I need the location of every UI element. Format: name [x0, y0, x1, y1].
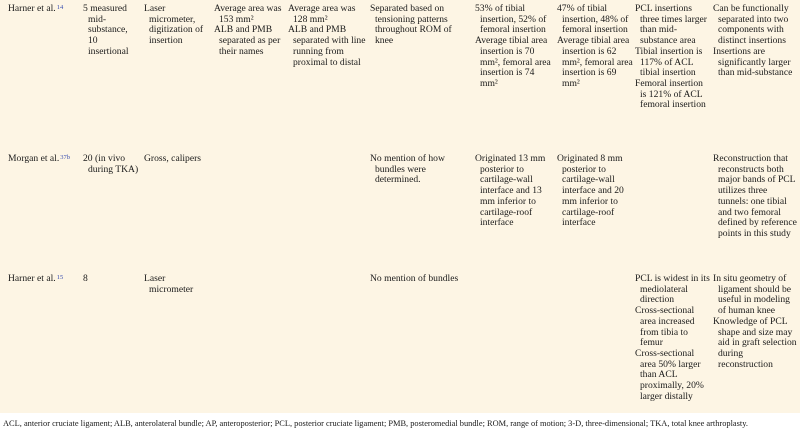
cell-paragraph: 8 [83, 273, 88, 284]
cell-paragraph: Cross-sectional area 50% larger than ACL proximally, 20% larger distally [635, 347, 704, 402]
cell-paragraph: No mention of how bundles were determined. [370, 153, 445, 186]
cell-size-findings [635, 274, 711, 402]
cell-specimens [83, 4, 139, 58]
cell-pmb-insertion [557, 4, 633, 90]
cell-paragraph: Can be functionally separated into two components with distinct insertions [713, 3, 789, 47]
cell-paragraph: Originated 13 mm posterior to cartilage-wall interface and 13 mm inferior to cartilage-roof interface [475, 153, 546, 229]
citation-link[interactable]: 15 [56, 274, 64, 281]
cell-paragraph: No mention of bundles [370, 273, 459, 284]
citation-link[interactable]: 37b [60, 154, 70, 161]
cell-paragraph: Average area was 128 mm² [288, 3, 356, 25]
study-name: Harner et al.$^{14}$ [8, 3, 64, 14]
cell-paragraph: Originated 8 mm posterior to cartilage-wall interface and 20 mm inferior to cartilage-roof interface [557, 153, 624, 229]
cell-method [144, 4, 208, 47]
cell-paragraph: Separated based on tensioning patterns throughout ROM of knee [370, 3, 452, 47]
cell-paragraph: Average tibial area insertion is 62 mm², femoral area insertion is 69 mm² [557, 35, 633, 89]
cell-specimens [83, 274, 139, 285]
cell-paragraph: 20 (in vivo during TKA) [83, 153, 139, 175]
cell-paragraph: Gross, calipers [144, 153, 202, 164]
cell-bundle-definition [370, 154, 470, 186]
cell-bundle-definition [370, 274, 470, 285]
cell-size-findings [635, 4, 711, 111]
cell-paragraph: Knowledge of PCL shape and size may aid in graft selection during reconstruction [713, 315, 797, 370]
cell-alb-area [214, 4, 284, 58]
cell-paragraph: Laser micrometer [144, 273, 194, 295]
cell-study [8, 274, 76, 285]
cell-paragraph: Femoral insertion is 121% of ACL femoral insertion [635, 77, 706, 111]
cell-conclusions [713, 4, 799, 79]
cell-pmb-area [288, 4, 366, 68]
table-footnote: ACL, anterior cruciate ligament; ALB, anterolateral bundle; AP, anteroposterior; PCL, posterior cruciate ligament; PMB, posteromedial bundle; ROM, range of motion; 3-D, three-dimensional; TKA, total knee arthroplasty. [3, 419, 748, 428]
cell-method [144, 154, 208, 165]
cell-paragraph: Laser micrometer, digitization of insertion [144, 3, 204, 47]
cell-conclusions [713, 274, 799, 370]
cell-study [8, 154, 76, 165]
cell-paragraph: 5 measured mid-substance, 10 insertional [83, 3, 129, 57]
cell-paragraph: Tibial insertion is 117% of ACL tibial insertion [635, 45, 703, 79]
study-name: Morgan et al.$^{37b}$ [8, 153, 70, 164]
cell-paragraph: Average tibial area insertion is 70 mm², femoral area insertion is 74 mm² [475, 35, 551, 89]
cell-paragraph: PCL is widest in its mediolateral direction [635, 273, 710, 306]
cell-bundle-definition [370, 4, 470, 47]
citation-link[interactable]: 14 [56, 4, 64, 11]
cell-paragraph: PCL insertions three times larger than mid-substance area [635, 3, 707, 47]
cell-alb-insertion [475, 4, 553, 90]
cell-paragraph: Insertions are significantly larger than mid-substance [713, 45, 793, 79]
cell-conclusions [713, 154, 799, 240]
cell-pmb-insertion [557, 154, 633, 229]
cell-paragraph: ALB and PMB separated as per their names [214, 24, 281, 57]
study-name: Harner et al.$^{15}$ [8, 273, 64, 284]
cell-paragraph: 47% of tibial insertion, 48% of femoral insertion [557, 3, 629, 36]
cell-paragraph: Reconstruction that reconstructs both major bands of PCL utilizes three tunnels: one tibial and two femoral defined by reference points in this study [713, 153, 797, 239]
cell-paragraph: In situ geometry of ligament should be useful in modeling of human knee [713, 273, 792, 317]
cell-paragraph: Average area was 153 mm² [214, 3, 282, 25]
cell-alb-insertion [475, 154, 553, 229]
cell-method [144, 274, 208, 295]
cell-specimens [83, 154, 139, 175]
cell-paragraph: Cross-sectional area increased from tibia to femur [635, 305, 695, 349]
cell-paragraph: 53% of tibial insertion, 52% of femoral insertion [475, 3, 547, 36]
cell-paragraph: ALB and PMB separated with line running from proximal to distal [288, 24, 366, 68]
cell-study [8, 4, 76, 15]
